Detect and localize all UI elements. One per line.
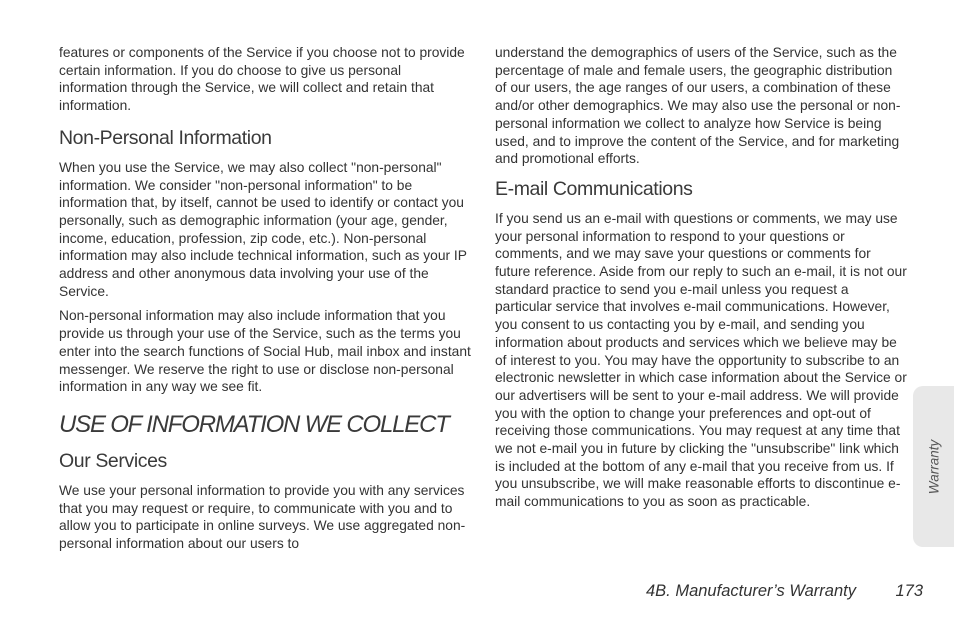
- page-number: 173: [895, 582, 923, 600]
- footer-chapter-title: 4B. Manufacturer’s Warranty: [645, 582, 856, 600]
- left-column: [59, 44, 471, 560]
- non-personal-paragraph-1: When you use the Service, we may also collect "non-personal" information. We consider "non-personal information" to be information that, by itself, cannot be used to identify or contact you personally, such as demographic information (your age, gender, income, education, profession, zip code, etc.). Non-personal information may also include technical information, such as your IP address and other anonymous data involving your use of the Service.: [59, 159, 467, 299]
- side-tab-label: Warranty: [926, 439, 941, 494]
- continued-paragraph: understand the demographics of users of the Service, such as the percentage of male and female users, the geographic distribution of our users, the age ranges of our users, a combination of these and/or other demographics. We may also use the personal or non-personal information we collect to analyze how Service is being used, and to improve the content of the Service, and for marketing and promotional efforts.: [495, 45, 901, 167]
- our-services-heading: Our Services: [59, 449, 167, 472]
- warranty-side-tab: [913, 386, 954, 547]
- email-communications-paragraph: If you send us an e-mail with questions or comments, we may use your personal information to respond to your questions or comments, and we may save your questions or comments for future reference. Aside from our reply to such an e-mail, it is not our standard practice to send you e-mail unless you request a particular service that involves e-mail communications. However, you consent to us contacting you by e-mail, and sending you information about products and services which we believe may be of interest to you. You may have the opportunity to subscribe to an electronic newsletter in which case information about the Service or our advertisers will be sent to your e-mail address. We will provide you with the option to change your preferences and opt-out of receiving those communications. You may request at any time that we not e-mail you in future by clicking the "unsubscribe" link which is included at the bottom of any e-mail that you receive from us. If you unsubscribe, we will make reasonable efforts to discontinue e-mail communications to you as soon as practicable.: [495, 210, 907, 510]
- email-communications-heading: E-mail Communications: [495, 177, 693, 200]
- right-column: [495, 44, 907, 518]
- non-personal-paragraph-2: Non-personal information may also include information that you provide us through your use of the Service, such as the terms you enter into the search functions of Social Hub, mail inbox and instant messenger. We reserve the right to use or disclose non-personal information in any way we see fit.: [59, 308, 471, 395]
- intro-paragraph: features or components of the Service if you choose not to provide certain information. If you do choose to give us personal information through the Service, we will collect and retain that information.: [59, 45, 465, 114]
- non-personal-heading: Non-Personal Information: [59, 126, 272, 149]
- section-heading: USE OF INFORMATION WE COLLECT: [59, 410, 449, 438]
- our-services-paragraph: We use your personal information to provide you with any services that you may request or require, to communicate with you and to allow you to participate in online surveys. We use aggregated non-personal information about our users to: [59, 482, 466, 552]
